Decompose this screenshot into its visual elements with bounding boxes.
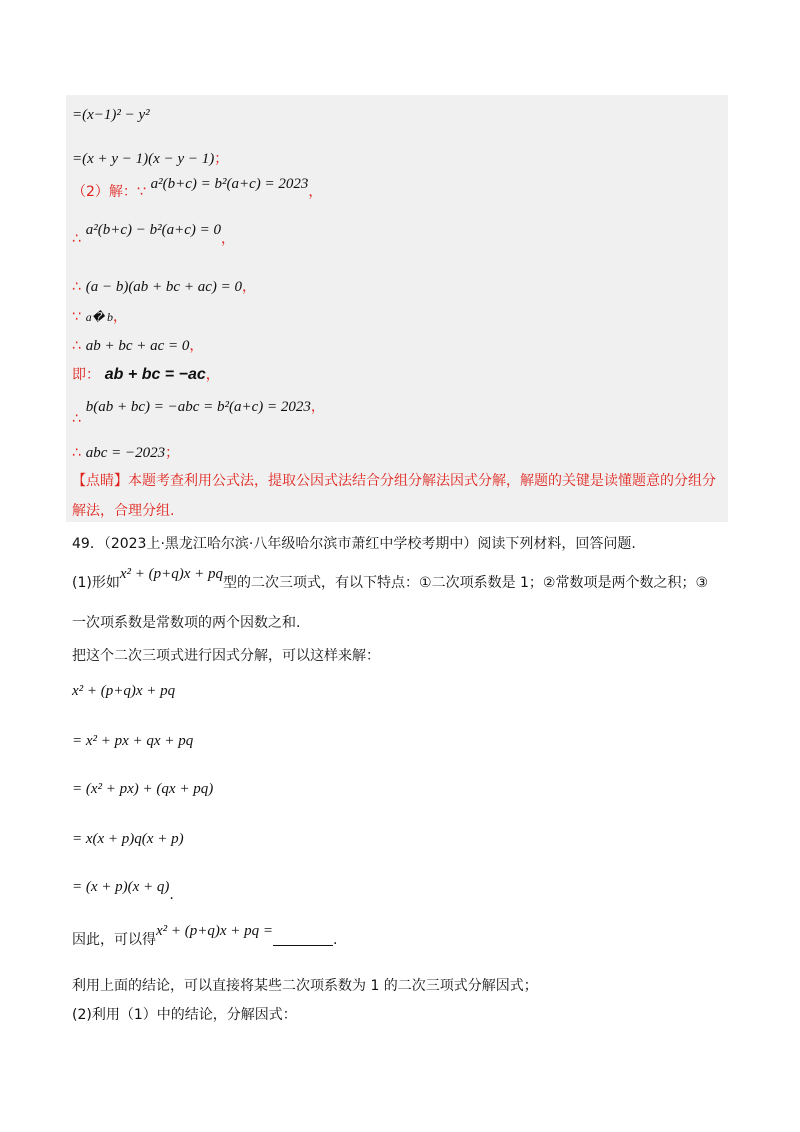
derivation-step-1: x² + (p+q)x + pq	[72, 683, 176, 699]
step-line-5: ∴ (a − b)(ab + bc + ac) = 0，	[72, 279, 256, 295]
derivation-step-2: = x² + px + qx + pq	[72, 733, 194, 749]
derivation-step-3: = (x² + px) + (qx + pq)	[72, 781, 214, 797]
question-part-2: (2)利用（1）中的结论，分解因式：	[72, 1007, 297, 1023]
question-header: 49．（2023上·黑龙江哈尔滨·八年级哈尔滨市萧红中学校考期中）阅读下列材料，回答问题.	[72, 536, 636, 552]
question-note-line: 利用上面的结论，可以直接将某些二次项系数为 1 的二次三项式分解因式；	[72, 978, 538, 994]
derivation-step-5: = (x + p)(x + q).	[72, 879, 174, 903]
question-part-1-cont: 一次项系数是常数项的两个因数之和.	[72, 615, 301, 631]
question-part-1-method: 把这个二次三项式进行因式分解，可以这样来解：	[72, 648, 380, 664]
step-line-6: ∵ a� b，	[72, 309, 128, 325]
step-line-10: ∴ abc = −2023；	[72, 445, 180, 461]
step-line-9: ∴ b(ab + bc) = −abc = b²(a+c) = 2023，	[72, 399, 325, 427]
answer-blank[interactable]	[273, 931, 333, 946]
step-line-2: =(x + y − 1)(x − y − 1)；	[72, 151, 229, 167]
step-line-8: 即： ab + bc = −ac，	[72, 366, 220, 383]
step-line-4: ∴ a²(b+c) − b²(a+c) = 0，	[72, 222, 235, 247]
conclusion-line: 因此，可以得x² + (p+q)x + pq =.	[72, 923, 338, 948]
step-line-3: （2）解：∵ a²(b+c) = b²(a+c) = 2023，	[72, 176, 323, 200]
key-point-note: 【点睛】本题考查利用公式法，提取公因式法结合分组分解法因式分解，解题的关键是读懂题意的分组分解法，合理分组.	[72, 473, 716, 519]
step-line-7: ∴ ab + bc + ac = 0，	[72, 338, 204, 354]
derivation-step-4: = x(x + p)q(x + p)	[72, 831, 184, 847]
question-part-1-intro: (1)形如x² + (p+q)x + pq型的二次三项式，有以下特点：①二次项系数是 1；②常数项是两个数之积；③	[72, 566, 709, 591]
step-line-1: =(x−1)² − y²	[72, 107, 150, 123]
